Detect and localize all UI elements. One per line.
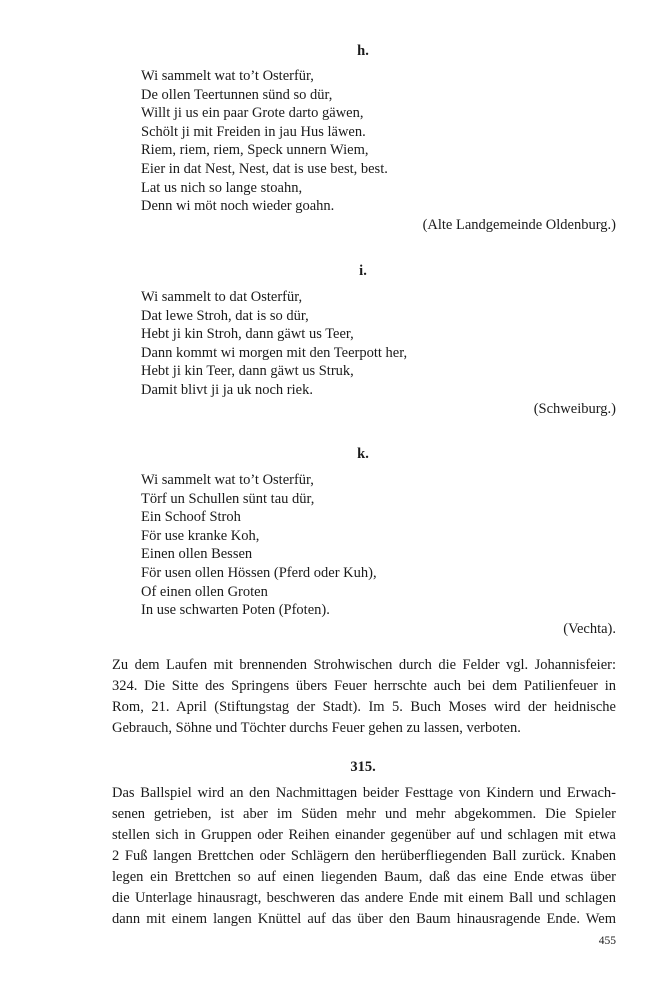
verse-line: Damit blivt ji ja uk noch riek. — [141, 381, 313, 398]
section-heading-i: i. — [359, 263, 367, 279]
verse-line: Lat us nich so lange stoahn, — [141, 179, 303, 196]
paragraph-line: legen ein Brettchen so auf einen liegenden Baum, daß das eine Ende etwas über — [112, 869, 616, 885]
paragraph-line: die Unterlage hinausragt, beschweren das andere Ende mit einem Ball und schlagen — [112, 890, 616, 906]
section-315-paragraph — [112, 783, 616, 930]
verse-line: Eier in dat Nest, Nest, dat is use best, best. — [141, 160, 388, 177]
paragraph-line: Zu dem Laufen mit brennenden Strohwischen durch die Felder vgl. Johannisfeier: — [112, 657, 616, 673]
verse-source-k: (Vechta). — [563, 621, 616, 637]
verse-source-h: (Alte Landgemeinde Oldenburg.) — [422, 217, 616, 233]
verse-source-i: (Schweiburg.) — [533, 401, 616, 417]
verse-line: Törf un Schullen sünt tau dür, — [141, 490, 315, 507]
verse-line: För use kranke Koh, — [141, 527, 260, 544]
verse-line: Of einen ollen Groten — [141, 583, 268, 600]
commentary-paragraph — [112, 655, 616, 739]
verse-line: Hebt ji kin Teer, dann gäwt us Struk, — [141, 363, 354, 380]
paragraph-line: Gebrauch, Söhne und Töchter durchs Feuer gehen zu lassen, verboten. — [112, 720, 521, 736]
verse-line: Wi sammelt wat to’t Osterfür, — [141, 68, 314, 84]
paragraph-line: stellen sich in Gruppen oder Reihen einander gegenüber auf und schlagen mit etwa — [112, 827, 616, 843]
verse-line: In use schwarten Poten (Pfoten). — [141, 602, 330, 619]
paragraph-line: Rom, 21. April (Stiftungstag der Stadt). Im 5. Buch Moses wird der heidnische — [112, 699, 616, 715]
paragraph-line: senen getrieben, ist aber im Süden mehr und mehr abgekommen. Die Spieler — [112, 806, 616, 822]
verse-line: Schölt ji mit Freiden in jau Hus läwen. — [141, 123, 366, 140]
verse-line: För usen ollen Hössen (Pferd oder Kuh), — [141, 564, 377, 581]
section-heading-k: k. — [357, 446, 369, 462]
verse-line: Riem, riem, riem, Speck unnern Wiem, — [141, 142, 369, 159]
verse-block-k — [141, 471, 621, 620]
verse-line: Hebt ji kin Stroh, dann gäwt us Teer, — [141, 326, 354, 343]
verse-line: Einen ollen Bessen — [141, 546, 253, 563]
section-heading-315: 315. — [350, 759, 376, 775]
verse-line: Ein Schoof Stroh — [141, 509, 241, 526]
verse-line: Wi sammelt to dat Osterfür, — [141, 289, 303, 305]
page-number: 455 — [598, 935, 616, 947]
paragraph-line: dann mit einem langen Knüttel auf das über den Baum hinausragende Ende. Wem — [112, 911, 616, 927]
verse-line: Dat lewe Stroh, dat is so dür, — [141, 307, 309, 324]
verse-line: Denn wi möt noch wieder goahn. — [141, 198, 335, 215]
verse-block-i — [141, 288, 621, 400]
verse-line: De ollen Teertunnen sünd so dür, — [141, 86, 333, 103]
verse-line: Willt ji us ein paar Grote darto gäwen, — [141, 105, 364, 122]
verse-line: Dann kommt wi morgen mit den Teerpott her, — [141, 344, 408, 361]
paragraph-line: Das Ballspiel wird an den Nachmittagen beider Festtage von Kindern und Erwach- — [112, 785, 616, 801]
paragraph-line: 2 Fuß langen Brettchen oder Schlägern den herüberfliegenden Ball zurück. Knaben — [112, 848, 616, 864]
verse-block-h — [141, 67, 621, 216]
verse-line: Wi sammelt wat to’t Osterfür, — [141, 472, 314, 488]
section-heading-h: h. — [357, 43, 369, 59]
paragraph-line: 324. Die Sitte des Springens übers Feuer herrschte auch bei dem Patilienfeuer in — [112, 678, 616, 694]
